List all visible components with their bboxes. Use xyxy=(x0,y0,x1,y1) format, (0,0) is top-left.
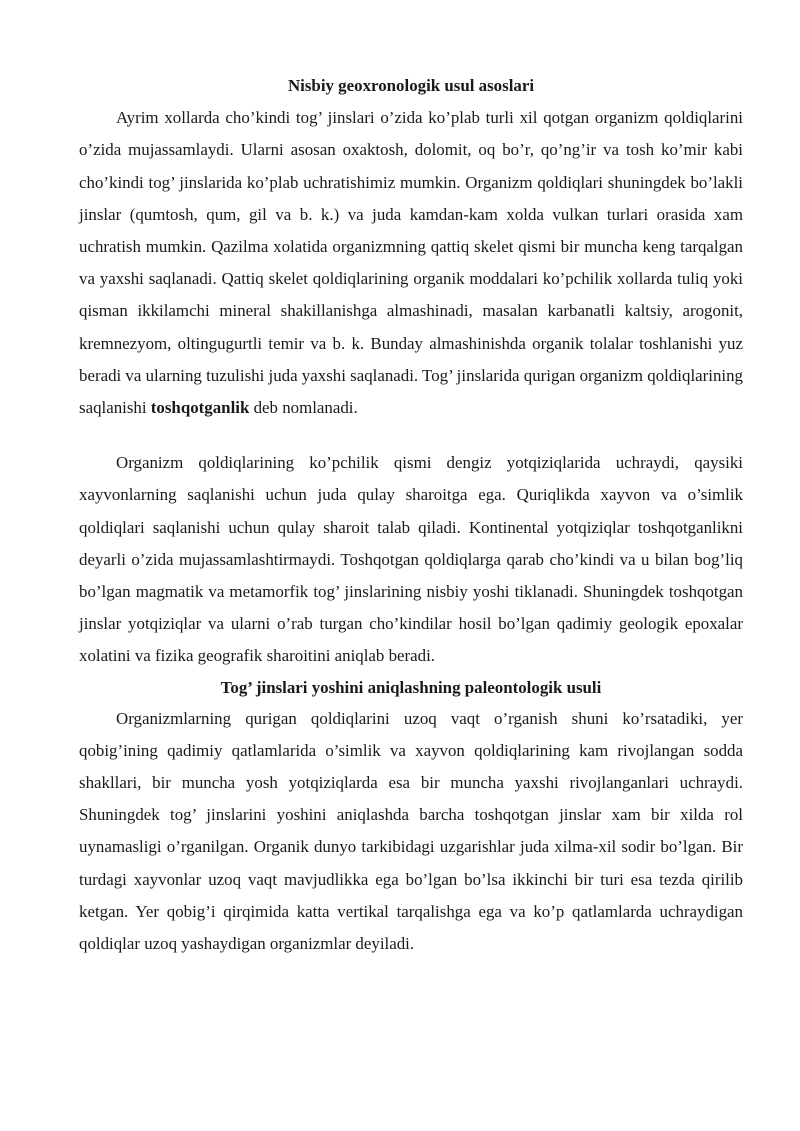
paragraph-fossil-preservation xyxy=(79,102,743,424)
paragraph-text-end: deb nomlanadi. xyxy=(249,398,358,418)
section-heading-relative-geochronology: Nisbiy geoxronologik usul asoslari xyxy=(287,76,535,95)
document-body xyxy=(79,70,743,960)
paragraph-gap xyxy=(79,424,743,447)
paragraph-organism-remains-study: Organizmlarning qurigan qoldiqlarini uzoq vaqt o’rganish shuni ko’rsatadiki, yer qobig’ining qadimiy qatlamlarida o’simlik va xayvon qoldiqlarining kam rivojlangan sodda shakllari, bir muncha yosh yotqiziqlarda esa bir muncha yaxshi rivojlanganlari uchraydi. Shuningdek tog’ jinslarini yoshini aniqlashda barcha toshqotgan jinslar xam bir xilda rol uynamasligi o’rganilgan. Organik dunyo tarkibidagi uzgarishlar juda xilma-xil sodir bo’lgan. Bir turdagi xayvonlar uzoq vaqt mavjudlikka ega bo’lgan bo’lsa ikkinchi bir turi esa tezda qirilib ketgan. Yer qobig’i qirqimida katta vertikal tarqalishga ega va ko’p qatlamlarda uchraydigan qoldiqlar uzoq yashaydigan organizmlar deyiladi. xyxy=(79,708,743,954)
paragraph-marine-deposits: Organizm qoldiqlarining ko’pchilik qismi dengiz yotqiziqlarida uchraydi, qaysiki xayvonlarning saqlanishi uchun juda qulay sharoitga ega. Quriqlikda xayvon va o’simlik qoldiqlari saqlanishi uchun qulay sharoit talab qiladi. Kontinental yotqiziqlar toshqotganlikni deyarli o’zida mujassamlashtirmaydi. Toshqotgan qoldiqlarga qarab cho’kindi va u bilan bog’liq bo’lgan magmatik va metamorfik tog’ jinslarining nisbiy yoshi tiklanadi. Shuningdek toshqotgan jinslar yotqiziqlar va ularni o’rab turgan cho’kindilar hosil bo’lgan qadimiy geologik epoxalar xolatini va fizika geografik sharoitini aniqlab beradi. xyxy=(79,453,743,666)
paragraph-text: Ayrim xollarda cho’kindi tog’ jinslari o’zida ko’plab turli xil qotgan organizm qoldiqlarini o’zida mujassamlaydi. Ularni asosan oxaktosh, dolomit, oq bo’r, qo’ng’ir va tosh ko’mir kabi cho’kindi tog’ jinslarida ko’plab uchratishimiz mumkin. Organizm qoldiqlari shuningdek bo’lakli jinslar (qumtosh, qum, gil va b. k.) va juda kamdan-kam xolda vulkan turlari orasida xam uchratish mumkin. Qazilma xolatida organizmning qattiq skelet qismi bir muncha keng tarqalgan va yaxshi saqlanadi. Qattiq skelet qoldiqlarining organik moddalari ko’pchilik xollarda tuliq yoki qisman ikkilamchi mineral shakillanishga almashinadi, masalan karbanatli kaltsiy, arogonit, kremnezyom, oltingugurtli temir va b. k. Bunday almashinishda organik tolalar toshlanishi yuz beradi va ularning tuzulishi juda yaxshi saqlanadi. Tog’ jinslarida qurigan organizm qoldiqlarining saqlanishi xyxy=(79,108,743,418)
bold-term-toshqotganlik: toshqotganlik xyxy=(150,398,250,418)
section-heading-paleontological-method: Tog’ jinslari yoshini aniqlashning paleontologik usuli xyxy=(220,677,602,697)
